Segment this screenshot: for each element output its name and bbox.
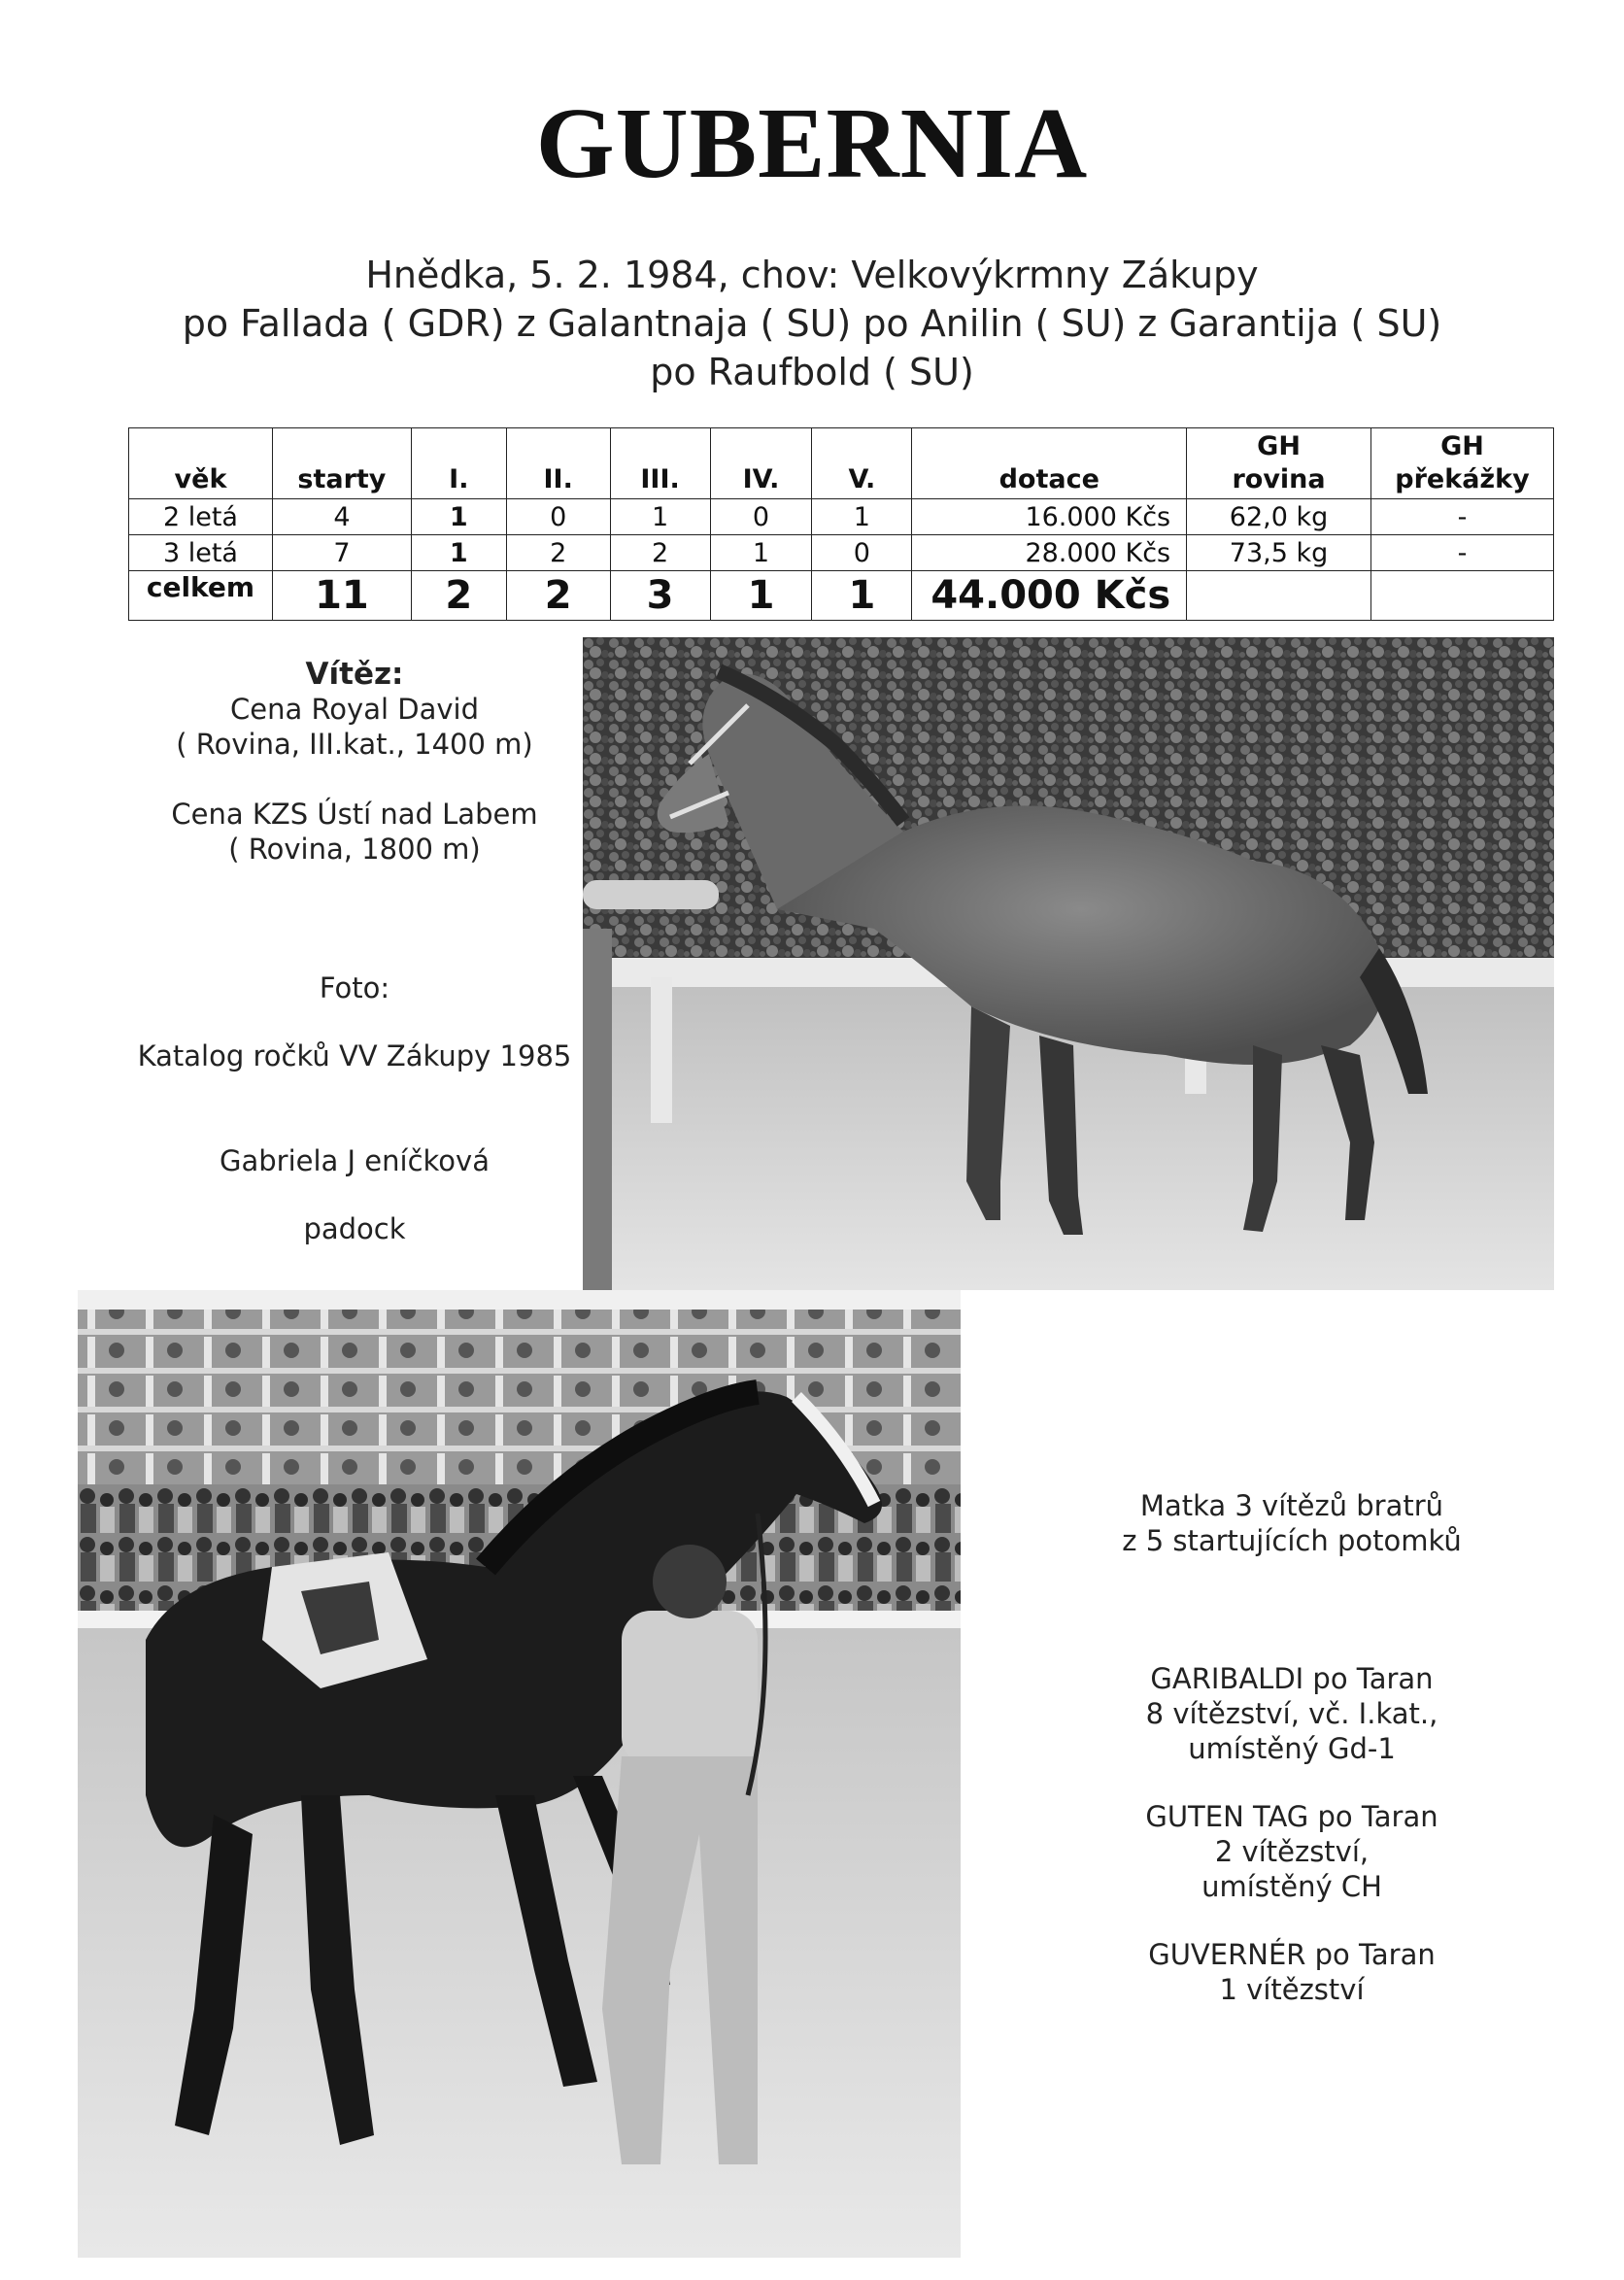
cell-age: 3 letá (129, 535, 273, 571)
cell-prize: 16.000 Kčs (912, 499, 1187, 535)
cell-total-2nd: 2 (506, 571, 610, 621)
race-name: Cena Royal David (230, 693, 479, 726)
col-header-starts: starty (272, 428, 411, 499)
offspring-detail: 2 vítězství, (1214, 1835, 1370, 1868)
dam-summary-line: z 5 startujících potomků (1122, 1524, 1462, 1557)
cell-2nd: 2 (506, 535, 610, 571)
dam-summary-line: Matka 3 vítězů bratrů (1139, 1489, 1444, 1522)
cell-1st: 1 (411, 499, 506, 535)
cell-starts: 7 (272, 535, 411, 571)
cell-total-gh-jump (1370, 571, 1553, 621)
race-detail: ( Rovina, III.kat., 1400 m) (176, 728, 533, 761)
cell-total-label: celkem (129, 571, 273, 621)
cell-total-starts: 11 (272, 571, 411, 621)
offspring-detail: umístěný CH (1201, 1870, 1382, 1903)
photo-author: Gabriela J eníčková (220, 1144, 490, 1177)
cell-total-3rd: 3 (610, 571, 710, 621)
cell-3rd: 1 (610, 499, 710, 535)
cell-total-1st: 2 (411, 571, 506, 621)
cell-5th: 0 (812, 535, 912, 571)
col-header-1st: I. (411, 428, 506, 499)
col-header-gh-jump: GH překážky (1370, 428, 1553, 499)
cell-starts: 4 (272, 499, 411, 535)
offspring-detail: umístěný Gd-1 (1188, 1732, 1396, 1765)
photo-label: Foto: (319, 971, 390, 1004)
col-header-prize: dotace (912, 428, 1187, 499)
offspring-name: GUTEN TAG po Taran (1145, 1800, 1438, 1833)
offspring-detail: 8 vítězství, vč. I.kat., (1145, 1697, 1438, 1730)
subtitle-line: po Raufbold ( SU) (650, 351, 974, 393)
race-stats-table (128, 427, 1554, 621)
subtitle-line: po Fallada ( GDR) z Galantnaja ( SU) po Anilin ( SU) z Garantija ( SU) (182, 302, 1442, 345)
offspring-list (1049, 1661, 1535, 2040)
dam-summary (1049, 1488, 1535, 1558)
table-header-row (129, 428, 1554, 499)
offspring-detail: 1 vítězství (1219, 1973, 1365, 2006)
subtitle-line: Hnědka, 5. 2. 1984, chov: Velkovýkrmny Zákupy (365, 254, 1259, 296)
cell-2nd: 0 (506, 499, 610, 535)
cell-gh-flat: 73,5 kg (1187, 535, 1371, 571)
cell-4th: 0 (710, 499, 812, 535)
list-item (1049, 1799, 1535, 1904)
cell-5th: 1 (812, 499, 912, 535)
cell-1st: 1 (411, 535, 506, 571)
cell-3rd: 2 (610, 535, 710, 571)
photo-place: padock (303, 1212, 406, 1245)
cell-total-4th: 1 (710, 571, 812, 621)
page-title: GUBERNIA (535, 87, 1089, 199)
col-header-gh-flat: GH rovina (1187, 428, 1371, 499)
table-row (129, 535, 1554, 571)
list-item (1049, 1937, 1535, 2007)
table-total-row (129, 571, 1554, 621)
col-header-5th: V. (812, 428, 912, 499)
offspring-name: GUVERNÉR po Taran (1148, 1938, 1436, 1971)
horse-walking-image (78, 1290, 961, 2258)
table-row (129, 499, 1554, 535)
horse-standing-image (583, 637, 1554, 1290)
winner-heading: Vítěz: (305, 657, 404, 692)
cell-prize: 28.000 Kčs (912, 535, 1187, 571)
offspring-name: GARIBALDI po Taran (1150, 1662, 1434, 1695)
col-header-2nd: II. (506, 428, 610, 499)
col-header-3rd: III. (610, 428, 710, 499)
paddock-photo (78, 1290, 961, 2258)
cell-total-gh-flat (1187, 571, 1371, 621)
photo-source: Katalog ročků VV Zákupy 1985 (137, 1039, 572, 1072)
col-header-age: věk (129, 428, 273, 499)
race-name: Cena KZS Ústí nad Labem (171, 798, 538, 831)
race-detail: ( Rovina, 1800 m) (228, 833, 481, 866)
yearling-photo (583, 637, 1554, 1290)
col-header-4th: IV. (710, 428, 812, 499)
cell-4th: 1 (710, 535, 812, 571)
list-item (1049, 1661, 1535, 1766)
cell-gh-jump: - (1370, 499, 1553, 535)
winner-block (136, 657, 573, 867)
cell-gh-jump: - (1370, 535, 1553, 571)
cell-total-5th: 1 (812, 571, 912, 621)
cell-gh-flat: 62,0 kg (1187, 499, 1371, 535)
cell-age: 2 letá (129, 499, 273, 535)
cell-total-prize: 44.000 Kčs (912, 571, 1187, 621)
pedigree-subtitle (0, 251, 1624, 396)
